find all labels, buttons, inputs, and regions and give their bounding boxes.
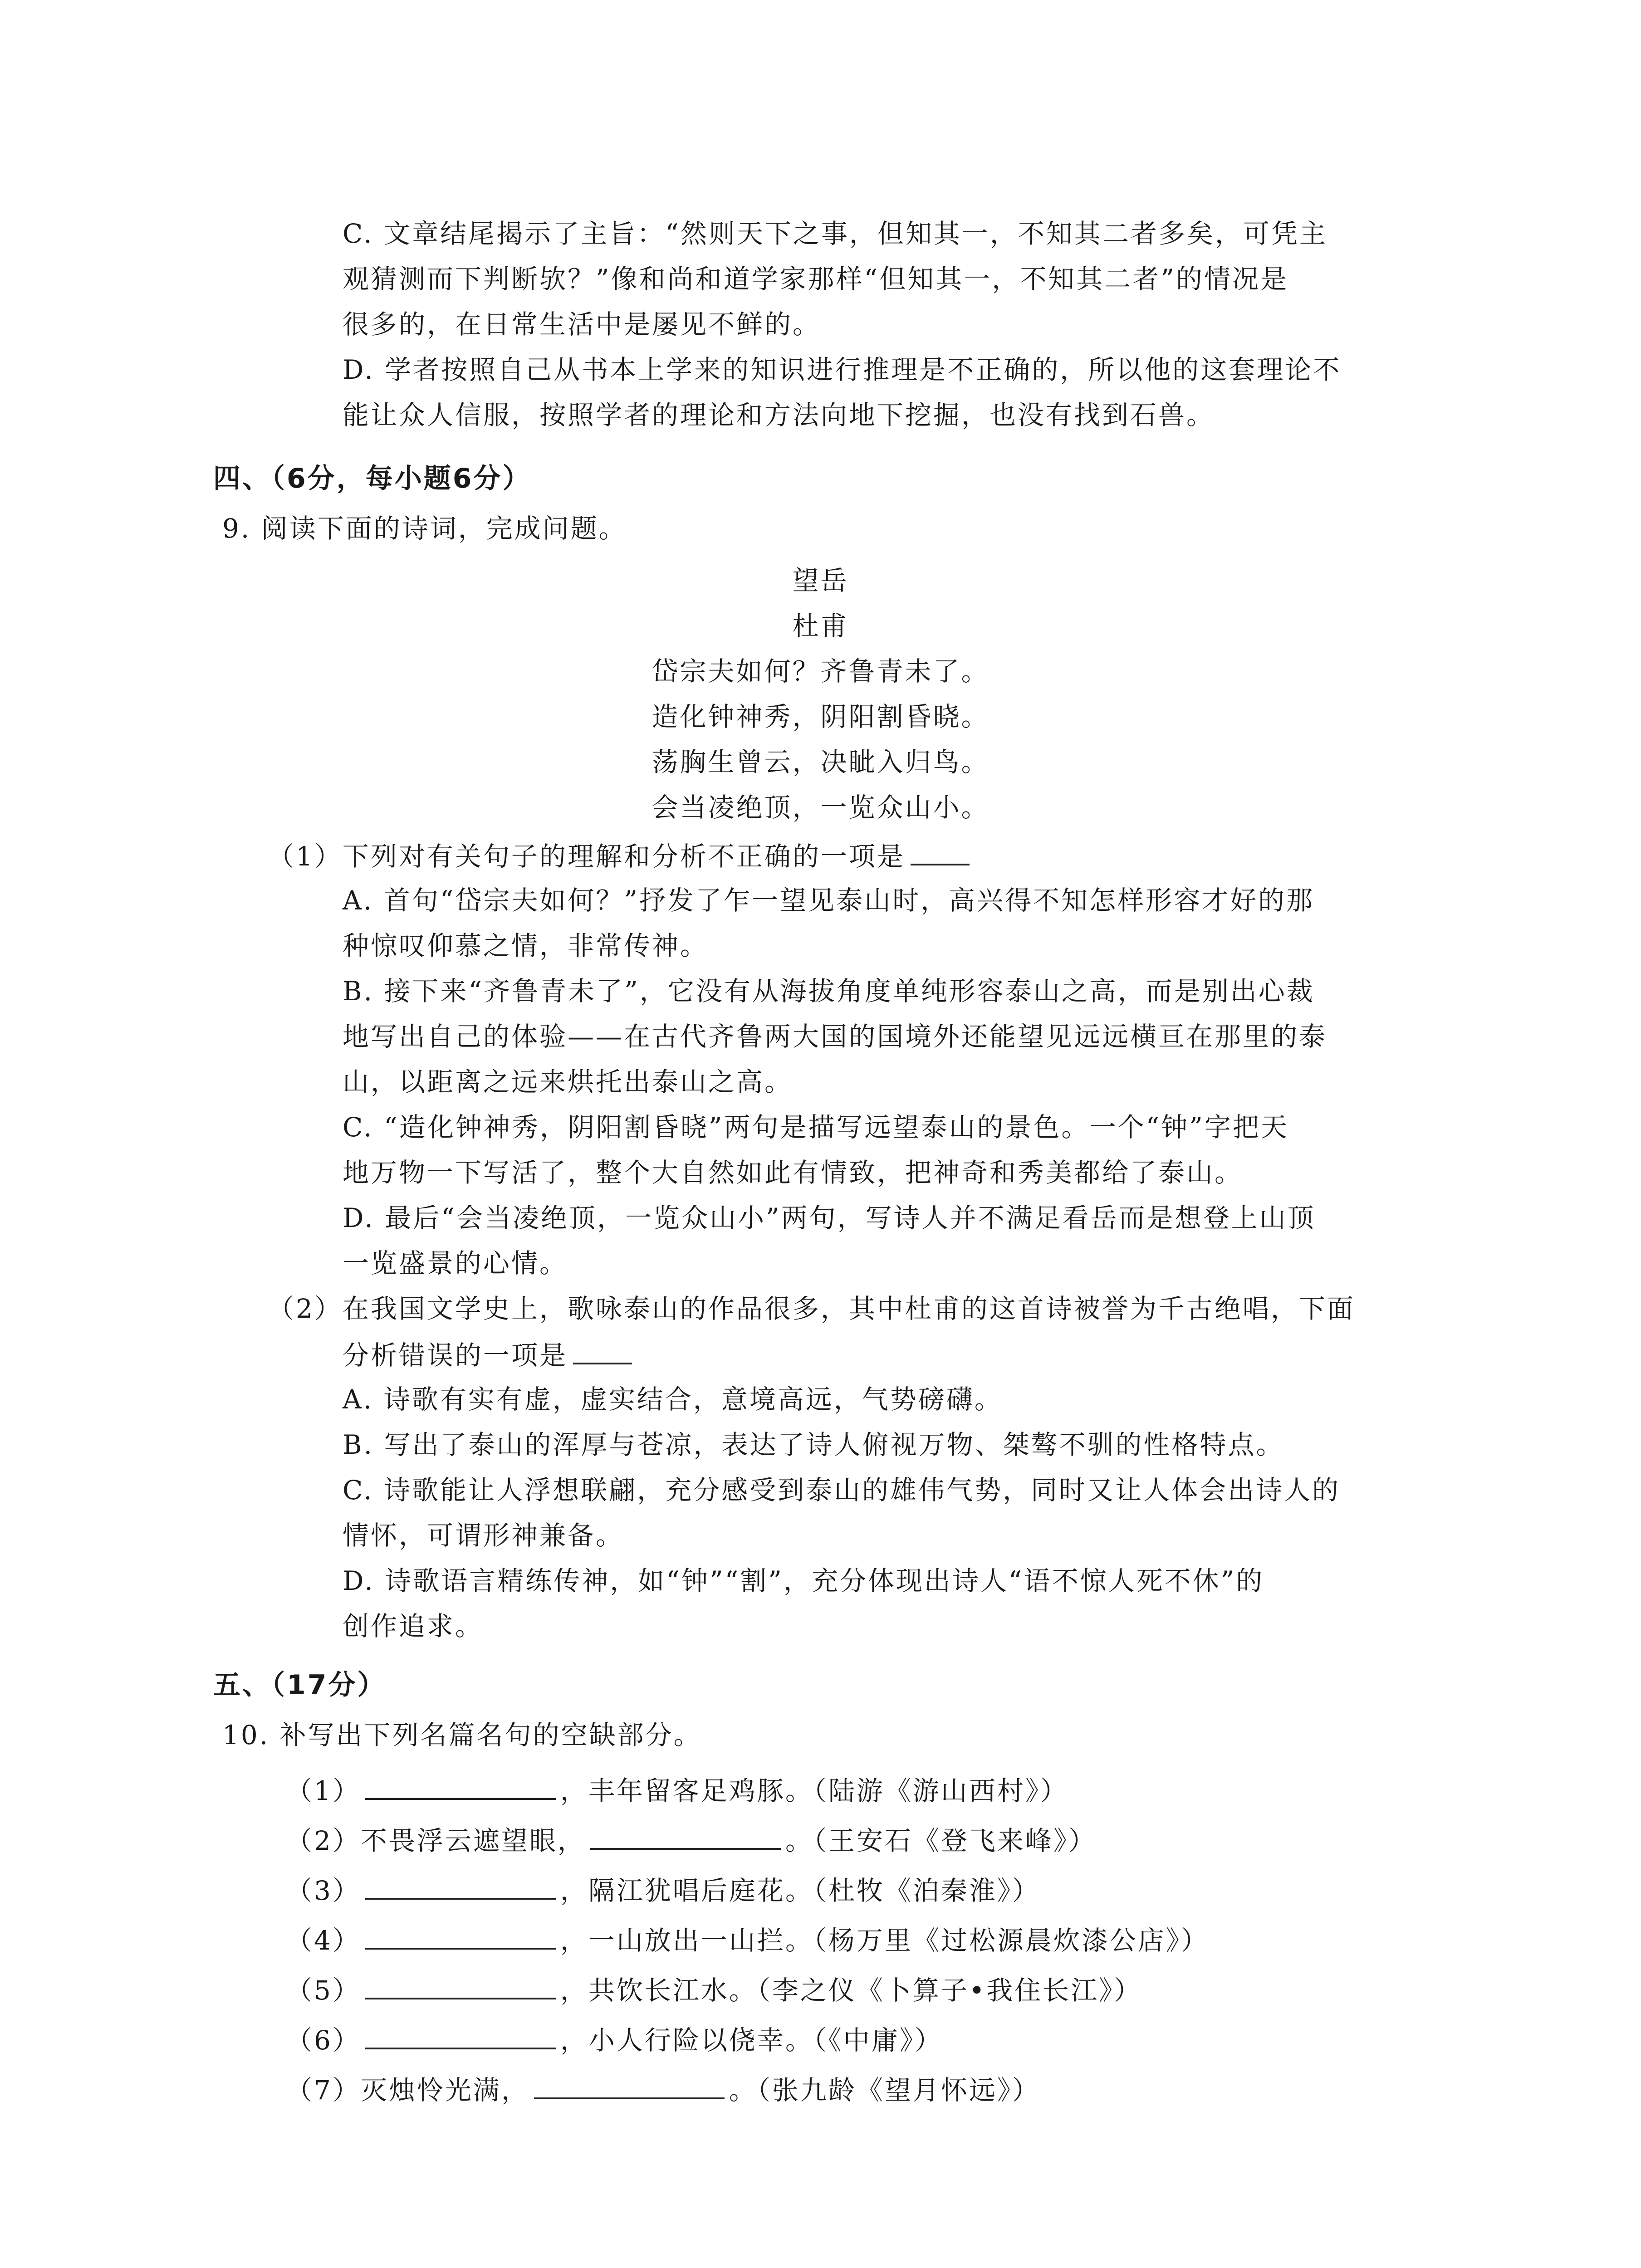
q9-sub1-option-c-line2: 地万物一下写活了，整个大自然如此有情致，把神奇和秀美都给了泰山。 [343,1157,1243,1188]
fill-item-number: （4） [286,1925,361,1956]
q9-stem: 9. 阅读下面的诗词，完成问题。 [222,513,627,544]
poem-line-2: 造化钟神秀，阴阳割昏晓。 [652,701,989,732]
fill-item-number: （3） [286,1875,361,1906]
answer-blank[interactable] [573,1338,632,1364]
q8-option-d-line1: D. 学者按照自己从书本上学来的知识进行推理是不正确的，所以他的这套理论不 [343,354,1342,385]
fill-item-suffix: ，共饮长江水。（李之仪《卜算子•我住长江》） [560,1975,1142,2006]
section-4-heading: 四、（6分，每小题6分） [213,463,532,494]
fill-blank[interactable] [534,2073,725,2099]
q9-sub2-option-d-line2: 创作追求。 [343,1611,484,1642]
fill-item-suffix: 。（张九龄《望月怀远》） [729,2075,1040,2106]
q9-sub2-option-c-line2: 情怀，可谓形神兼备。 [343,1520,624,1551]
fill-item-prefix: 不畏浮云遮望眼， [360,1825,586,1856]
fill-item-suffix: ，隔江犹唱后庭花。（杜牧《泊秦淮》） [560,1875,1040,1906]
fill-item-suffix: ，丰年留客足鸡豚。（陆游《游山西村》） [560,1775,1068,1806]
fill-blank[interactable] [365,1973,556,1999]
fill-item-3 [286,1873,1040,1906]
q9-sub1-option-d-line2: 一览盛景的心情。 [343,1248,568,1279]
poem-line-1: 岱宗夫如何？齐鲁青未了。 [652,656,989,687]
poem-line-3: 荡胸生曾云，决眦入归鸟。 [652,747,989,777]
fill-item-6 [286,2023,943,2056]
fill-item-4 [286,1923,1209,1956]
q9-sub2-option-a: A. 诗歌有实有虚，虚实结合，意境高远，气势磅礴。 [343,1384,1003,1415]
fill-item-number: （1） [286,1775,361,1806]
fill-blank[interactable] [365,1774,556,1800]
fill-blank[interactable] [365,1873,556,1900]
q8-option-c-line1: C. 文章结尾揭示了主旨：“然则天下之事，但知其一，不知其二者多矣，可凭主 [343,218,1327,249]
fill-item-1 [286,1774,1068,1807]
fill-item-number: （5） [286,1975,361,2006]
fill-item-number: （2） [286,1825,361,1856]
q9-sub1-option-b-line2: 地写出自己的体验——在古代齐鲁两大国的国境外还能望见远远横亘在那里的泰 [343,1021,1327,1052]
q9-sub1-option-d-line1: D. 最后“会当凌绝顶，一览众山小”两句，写诗人并不满足看岳而是想登上山顶 [343,1202,1316,1233]
fill-item-7 [286,2073,1040,2106]
fill-item-suffix: ，小人行险以侥幸。（《中庸》） [560,2025,943,2056]
q9-sub2-stem-line1: （2）在我国文学史上，歌咏泰山的作品很多，其中杜甫的这首诗被誉为千古绝唱，下面 [268,1293,1355,1324]
q9-sub1-option-a-line1: A. 首句“岱宗夫如何？”抒发了乍一望见泰山时，高兴得不知怎样形容才好的那 [343,885,1315,916]
poem-title: 望岳 [792,565,849,596]
q8-option-c-line2: 观猜测而下判断欤？”像和尚和道学家那样“但知其一，不知其二者”的情况是 [343,264,1288,294]
q9-sub1-option-b-line3: 山，以距离之远来烘托出泰山之高。 [343,1066,793,1097]
poem-author: 杜甫 [792,611,849,641]
q8-option-d-line2: 能让众人信服，按照学者的理论和方法向地下挖掘，也没有找到石兽。 [343,400,1215,430]
fill-item-prefix: 灭烛怜光满， [360,2075,529,2106]
q8-option-c-line3: 很多的，在日常生活中是屡见不鲜的。 [343,309,821,340]
fill-item-suffix: ，一山放出一山拦。（杨万里《过松源晨炊漆公店》） [560,1925,1209,1956]
q9-sub1-stem [268,839,970,872]
fill-blank[interactable] [365,2023,556,2049]
fill-blank[interactable] [365,1923,556,1950]
q9-sub1-option-c-line1: C. “造化钟神秀，阴阳割昏晓”两句是描写远望泰山的景色。一个“钟”字把天 [343,1112,1289,1143]
answer-blank[interactable] [911,839,970,865]
section-5-heading: 五、（17分） [213,1669,387,1701]
q9-sub1-option-b-line1: B. 接下来“齐鲁青未了”，它没有从海拔角度单纯形容泰山之高，而是别出心裁 [343,976,1315,1007]
q9-sub2-option-d-line1: D. 诗歌语言精练传神，如“钟”“割”，充分体现出诗人“语不惊人死不休”的 [343,1565,1264,1596]
poem-line-4: 会当凌绝顶，一览众山小。 [652,792,989,823]
q9-sub2-option-c-line1: C. 诗歌能让人浮想联翩，充分感受到泰山的雄伟气势，同时又让人体会出诗人的 [343,1475,1341,1505]
fill-item-suffix: 。（王安石《登飞来峰》） [785,1825,1097,1856]
fill-item-number: （7） [286,2075,361,2106]
fill-blank[interactable] [590,1823,781,1850]
q9-sub1-stem-text: （1）下列对有关句子的理解和分析不正确的一项是 [268,841,905,872]
q9-sub2-stem-line2 [343,1338,632,1371]
fill-item-number: （6） [286,2025,361,2056]
q9-sub1-option-a-line2: 种惊叹仰慕之情，非常传神。 [343,930,709,961]
q9-sub2-option-b: B. 写出了泰山的浑厚与苍凉，表达了诗人俯视万物、桀骜不驯的性格特点。 [343,1429,1284,1460]
q9-sub2-stem-text: 分析错误的一项是 [343,1340,568,1371]
q10-stem: 10. 补写出下列名篇名句的空缺部分。 [222,1720,702,1750]
fill-item-5 [286,1973,1142,2006]
fill-item-2 [286,1823,1097,1857]
